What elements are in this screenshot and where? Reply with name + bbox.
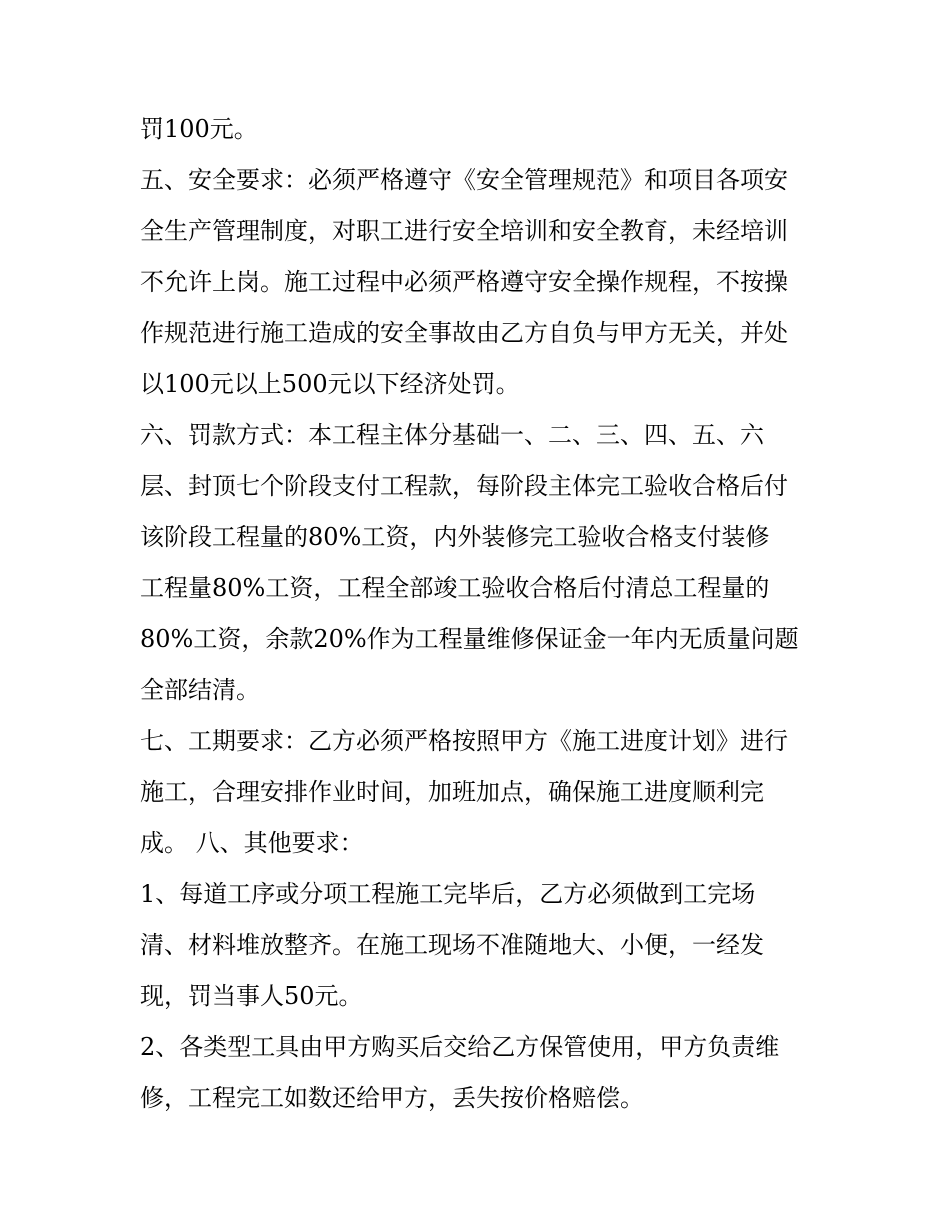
text-line: 2、各类型工具由甲方购买后交给乙方保管使用，甲方负责维: [140, 1033, 780, 1061]
text-line: 不允许上岗。施工过程中必须严格遵守安全操作规程，不按操: [140, 268, 788, 296]
document-body: [140, 104, 830, 1124]
text-line: 施工，合理安排作业时间，加班加点，确保施工进度顺利完: [140, 778, 764, 806]
text-line: 修，工程完工如数还给甲方，丢失按价格赔偿。: [140, 1084, 644, 1112]
text-line: 工程量80%工资，工程全部竣工验收合格后付清总工程量的: [140, 574, 770, 602]
text-line: 罚100元。: [140, 115, 258, 143]
text-line: 1、每道工序或分项工程施工完毕后，乙方必须做到工完场: [140, 880, 756, 908]
text-line: 清、材料堆放整齐。在施工现场不准随地大、小便，一经发: [140, 931, 764, 959]
text-line: 层、封顶七个阶段支付工程款，每阶段主体完工验收合格后付: [140, 472, 788, 500]
text-line: 六、罚款方式：本工程主体分基础一、二、三、四、五、六: [140, 421, 764, 449]
text-line: 以100元以上500元以下经济处罚。: [140, 370, 520, 398]
text-line: 成。 八、其他要求：: [140, 829, 364, 857]
text-line: 七、工期要求：乙方必须严格按照甲方《施工进度计划》进行: [140, 727, 788, 755]
text-line: 全部结清。: [140, 676, 260, 704]
text-line: 五、安全要求：必须严格遵守《安全管理规范》和项目各项安: [140, 166, 788, 194]
text-line: 80%工资，余款20%作为工程量维修保证金一年内无质量问题: [140, 625, 799, 653]
text-line: 该阶段工程量的80%工资，内外装修完工验收合格支付装修: [140, 523, 770, 551]
text-line: 作规范进行施工造成的安全事故由乙方自负与甲方无关，并处: [140, 319, 788, 347]
text-line: 现，罚当事人50元。: [140, 982, 363, 1010]
text-line: 全生产管理制度，对职工进行安全培训和安全教育，未经培训: [140, 217, 788, 245]
